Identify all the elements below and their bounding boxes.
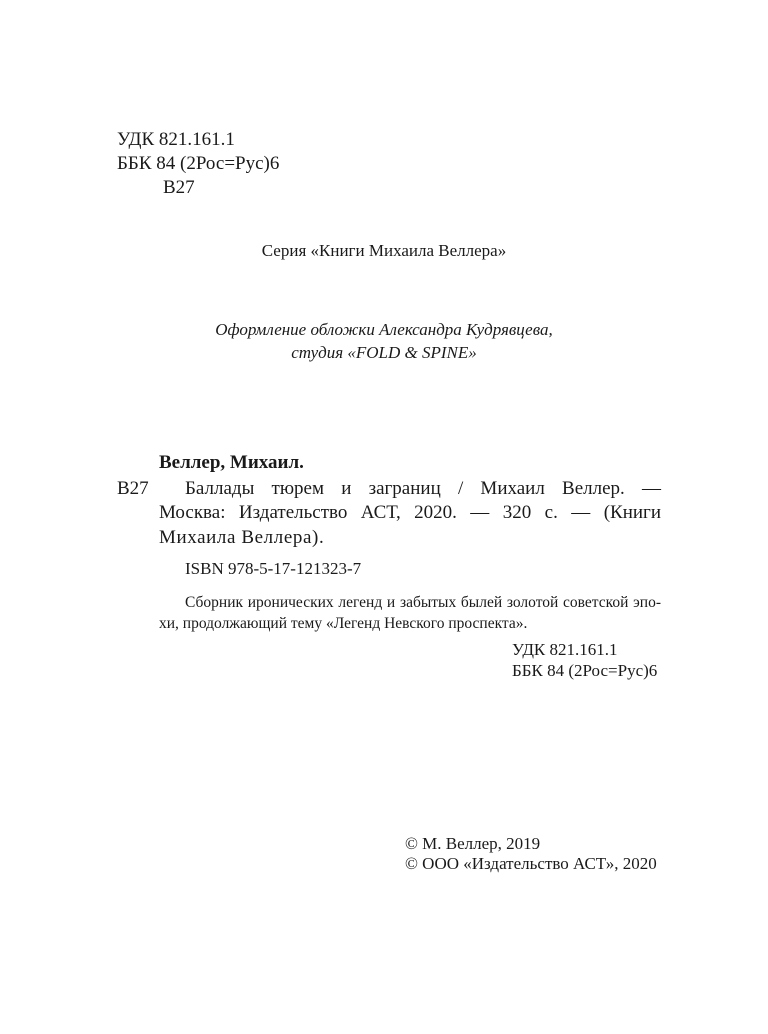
copyright-author: © М. Веллер, 2019: [405, 834, 541, 853]
catalog-author-heading: Веллер, Михаил.: [159, 452, 304, 473]
bbk-code: ББК 84 (2Рос=Рус)6: [117, 153, 280, 174]
annotation-line1: Сборник иронических легенд и забытых былей золотой советской эпо-: [185, 594, 661, 611]
copyright-publisher: © ООО «Издательство АСТ», 2020: [405, 854, 657, 873]
author-mark: В27: [163, 177, 195, 198]
series-title: Серия «Книги Михаила Веллера»: [261, 241, 507, 260]
isbn: ISBN 978-5-17-121323-7: [185, 559, 362, 578]
catalog-bbk: ББК 84 (2Рос=Рус)6: [512, 661, 658, 680]
catalog-mark: В27: [117, 478, 149, 499]
cover-design-studio: студия «FOLD & SPINE»: [291, 343, 477, 362]
catalog-description-line2: Москва: Издательство АСТ, 2020. — 320 с. — (Книги: [159, 502, 661, 523]
catalog-udk: УДК 821.161.1: [512, 640, 618, 659]
catalog-description-line3: Михаила Веллера).: [159, 527, 325, 548]
udk-code: УДК 821.161.1: [117, 129, 235, 150]
cover-design-credit: Оформление обложки Александра Кудрявцева,: [215, 320, 553, 339]
catalog-description-line1: Баллады тюрем и заграниц / Михаил Веллер. —: [185, 478, 661, 499]
annotation-line2: хи, продолжающий тему «Легенд Невского проспекта».: [159, 615, 528, 632]
